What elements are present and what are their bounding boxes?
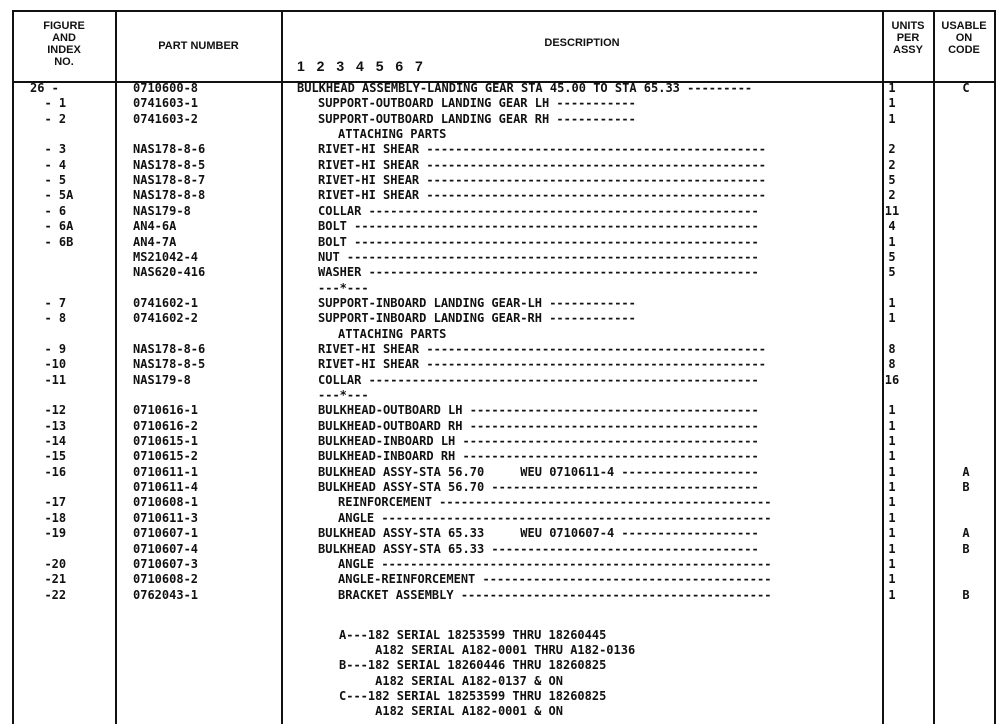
description: REINFORCEMENT ---------------------------------------------- (338, 495, 772, 510)
figure-index: -21 (30, 572, 67, 587)
header-figure (14, 20, 114, 68)
table-row (0, 112, 1003, 127)
part-number: MS21042-4 (133, 249, 199, 264)
usable-on-code: C (962, 81, 970, 95)
part-number: 0762043-1 (133, 587, 199, 602)
table-row (0, 542, 1003, 557)
description: RIVET-HI SHEAR ----------------------------------------------- (318, 357, 766, 372)
part-number: NAS178-8-8 (133, 188, 206, 203)
usable-on-code: A (962, 526, 970, 541)
part-number: 0741602-1 (133, 295, 199, 310)
figure-index: - 9 (30, 341, 67, 356)
part-number: NAS178-8-5 (133, 157, 206, 172)
description: SUPPORT-OUTBOARD LANDING GEAR RH ----------- (318, 111, 636, 126)
units-per-assy: 1 (888, 464, 896, 479)
figure-index: - 1 (30, 96, 67, 111)
description: ANGLE ------------------------------------------------------ (338, 556, 772, 571)
description: ANGLE-REINFORCEMENT ---------------------------------------- (338, 572, 772, 587)
part-number: 0710615-1 (133, 434, 199, 449)
part-number: 0710607-3 (133, 556, 199, 571)
units-per-assy: 16 (884, 372, 900, 387)
header-figure-line: AND (52, 32, 76, 44)
table-row (0, 127, 1003, 142)
description: ATTACHING PARTS (338, 326, 447, 341)
part-number: 0710616-1 (133, 403, 199, 418)
table-row (0, 96, 1003, 111)
description: BOLT -------------------------------------------------------- (318, 219, 759, 234)
units-per-assy: 1 (888, 234, 896, 249)
note-line: A182 SERIAL A182-0137 & ON (339, 673, 563, 688)
table-row (0, 465, 1003, 480)
description: RIVET-HI SHEAR ----------------------------------------------- (318, 173, 766, 188)
figure-index: -20 (30, 556, 67, 571)
figure-index: - 5 (30, 173, 67, 188)
figure-index: -14 (30, 434, 67, 449)
part-number: NAS620-416 (133, 265, 206, 280)
description: RIVET-HI SHEAR ----------------------------------------------- (318, 188, 766, 203)
header-part-number: PART NUMBER (158, 40, 239, 52)
figure-index: - 6 (30, 203, 67, 218)
description: RIVET-HI SHEAR ----------------------------------------------- (318, 157, 766, 172)
description: BULKHEAD-OUTBOARD LH ---------------------------------------- (318, 403, 759, 418)
units-per-assy: 1 (888, 480, 896, 495)
figure-index: - 6A (30, 219, 74, 234)
part-number: 0710611-3 (133, 510, 199, 525)
figure-index: - 6B (30, 234, 74, 249)
table-row (0, 357, 1003, 372)
part-number: 0741603-1 (133, 96, 199, 111)
figure-index: -13 (30, 418, 67, 433)
units-per-assy: 1 (888, 541, 896, 556)
usable-on-code: A (962, 464, 970, 479)
units-per-assy: 1 (888, 295, 896, 310)
description: ---*--- (318, 280, 369, 295)
header-figure-line: FIGURE (43, 20, 85, 32)
units-per-assy: 1 (888, 449, 896, 464)
units-per-assy: 2 (888, 142, 896, 157)
description: WASHER ------------------------------------------------------ (318, 265, 759, 280)
table-row (0, 265, 1003, 280)
description: BULKHEAD ASSEMBLY-LANDING GEAR STA 45.00 TO STA 65.33 --------- (297, 81, 753, 95)
description: BULKHEAD ASSY-STA 56.70 WEU 0710611-4 ------------------- (318, 464, 759, 479)
description: RIVET-HI SHEAR ----------------------------------------------- (318, 341, 766, 356)
description: ANGLE ------------------------------------------------------ (338, 510, 772, 525)
figure-index: -11 (30, 372, 67, 387)
header-description: DESCRIPTION (544, 37, 620, 49)
part-number: NAS178-8-6 (133, 341, 206, 356)
part-number: NAS179-8 (133, 203, 191, 218)
description: BULKHEAD-INBOARD LH ----------------------------------------- (318, 434, 759, 449)
units-per-assy: 1 (888, 81, 896, 95)
units-per-assy: 1 (888, 556, 896, 571)
figure-index: - 2 (30, 111, 67, 126)
note-line: B---182 SERIAL 18260446 THRU 18260825 (339, 658, 607, 673)
part-number: NAS178-8-5 (133, 357, 206, 372)
figure-index: -12 (30, 403, 67, 418)
description: ---*--- (318, 388, 369, 402)
part-number: 0741602-2 (133, 311, 199, 326)
part-number: 0710616-2 (133, 418, 199, 433)
figure-index: 26 - (30, 81, 59, 95)
part-number: AN4-6A (133, 219, 177, 234)
part-number: 0710608-2 (133, 572, 199, 587)
description: BULKHEAD ASSY-STA 65.33 ------------------------------------- (318, 541, 759, 556)
figure-index: - 3 (30, 142, 67, 157)
usable-on-code: B (962, 480, 970, 495)
part-number: 0710611-1 (133, 464, 199, 479)
table-row (0, 511, 1003, 526)
description: NUT --------------------------------------------------------- (318, 249, 759, 264)
figure-index: - 4 (30, 157, 67, 172)
part-number: AN4-7A (133, 234, 177, 249)
header-figure-line: NO. (54, 56, 74, 68)
table-row (0, 526, 1003, 541)
header-units (884, 20, 932, 56)
table-row (0, 342, 1003, 357)
description: SUPPORT-INBOARD LANDING GEAR-LH ------------ (318, 295, 636, 310)
units-per-assy: 1 (888, 418, 896, 433)
part-number: 0710607-1 (133, 526, 199, 541)
units-per-assy: 2 (888, 188, 896, 203)
part-number: 0710608-1 (133, 495, 199, 510)
units-per-assy: 8 (888, 341, 896, 356)
description: BULKHEAD ASSY-STA 65.33 WEU 0710607-4 ------------------- (318, 526, 759, 541)
header-units-line: ASSY (893, 44, 923, 56)
table-row (0, 388, 1003, 403)
header-usable-code (935, 20, 993, 56)
description: SUPPORT-INBOARD LANDING GEAR-RH ------------ (318, 311, 636, 326)
figure-index: -17 (30, 495, 67, 510)
part-number: NAS179-8 (133, 372, 191, 387)
units-per-assy: 1 (888, 403, 896, 418)
figure-index: -22 (30, 587, 67, 602)
table-row (0, 188, 1003, 203)
part-number: 0710600-8 (133, 81, 199, 95)
units-per-assy: 2 (888, 157, 896, 172)
part-number: NAS178-8-7 (133, 173, 206, 188)
units-per-assy: 4 (888, 219, 896, 234)
figure-index: - 7 (30, 295, 67, 310)
table-row (0, 495, 1003, 510)
table-row (0, 173, 1003, 188)
table-row (0, 158, 1003, 173)
units-per-assy: 8 (888, 357, 896, 372)
units-per-assy: 1 (888, 572, 896, 587)
table-row (0, 281, 1003, 296)
table-row (0, 296, 1003, 311)
usable-on-code: B (962, 587, 970, 602)
units-per-assy: 5 (888, 173, 896, 188)
figure-index: - 8 (30, 311, 67, 326)
figure-index: -19 (30, 526, 67, 541)
units-per-assy: 1 (888, 311, 896, 326)
part-number: 0741603-2 (133, 111, 199, 126)
table-row (0, 235, 1003, 250)
table-row (0, 434, 1003, 449)
table-row (0, 81, 1003, 96)
description: COLLAR ------------------------------------------------------ (318, 372, 759, 387)
header-usable-line: ON (955, 32, 973, 44)
description: RIVET-HI SHEAR ----------------------------------------------- (318, 142, 766, 157)
table-row (0, 588, 1003, 603)
header-units-line: PER (896, 32, 920, 44)
units-per-assy: 1 (888, 587, 896, 602)
units-per-assy: 5 (888, 249, 896, 264)
table-row (0, 373, 1003, 388)
table-row (0, 557, 1003, 572)
table-row (0, 204, 1003, 219)
table-row (0, 142, 1003, 157)
units-per-assy: 1 (888, 510, 896, 525)
table-row (0, 327, 1003, 342)
header-usable-line: CODE (948, 44, 980, 56)
table-row (0, 250, 1003, 265)
note-line: C---182 SERIAL 18253599 THRU 18260825 (339, 688, 607, 703)
table-row (0, 572, 1003, 587)
table-row (0, 219, 1003, 234)
figure-index: - 5A (30, 188, 74, 203)
units-per-assy: 1 (888, 434, 896, 449)
usable-on-code: B (962, 541, 970, 556)
description: BULKHEAD ASSY-STA 56.70 ------------------------------------- (318, 480, 759, 495)
description: ATTACHING PARTS (338, 127, 447, 142)
units-per-assy: 11 (884, 203, 900, 218)
units-per-assy: 1 (888, 495, 896, 510)
header-units-line: UNITS (891, 20, 925, 32)
table-row (0, 403, 1003, 418)
description: BULKHEAD-INBOARD RH ----------------------------------------- (318, 449, 759, 464)
part-number: 0710611-4 (133, 480, 199, 495)
figure-index: -16 (30, 464, 67, 479)
top-rule (12, 10, 995, 12)
part-number: 0710615-2 (133, 449, 199, 464)
description: SUPPORT-OUTBOARD LANDING GEAR LH ----------- (318, 96, 636, 111)
figure-index: -18 (30, 510, 67, 525)
description: COLLAR ------------------------------------------------------ (318, 203, 759, 218)
table-row (0, 449, 1003, 464)
units-per-assy: 5 (888, 265, 896, 280)
description: BRACKET ASSEMBLY ------------------------------------------- (338, 587, 772, 602)
header-indent-column-numbers: 1 2 3 4 5 6 7 (297, 58, 427, 74)
description: BOLT -------------------------------------------------------- (318, 234, 759, 249)
units-per-assy: 1 (888, 526, 896, 541)
header-figure-line: INDEX (47, 44, 81, 56)
note-line: A182 SERIAL A182-0001 THRU A182-0136 (339, 643, 636, 658)
table-row (0, 480, 1003, 495)
part-number: 0710607-4 (133, 541, 199, 556)
header-usable-line: USABLE (941, 20, 987, 32)
note-line: A---182 SERIAL 18253599 THRU 18260445 (339, 628, 607, 642)
figure-index: -15 (30, 449, 67, 464)
figure-index: -10 (30, 357, 67, 372)
units-per-assy: 1 (888, 96, 896, 111)
description: BULKHEAD-OUTBOARD RH ---------------------------------------- (318, 418, 759, 433)
part-number: NAS178-8-6 (133, 142, 206, 157)
note-line: A182 SERIAL A182-0001 & ON (339, 704, 563, 718)
table-row (0, 419, 1003, 434)
table-row (0, 311, 1003, 326)
units-per-assy: 1 (888, 111, 896, 126)
